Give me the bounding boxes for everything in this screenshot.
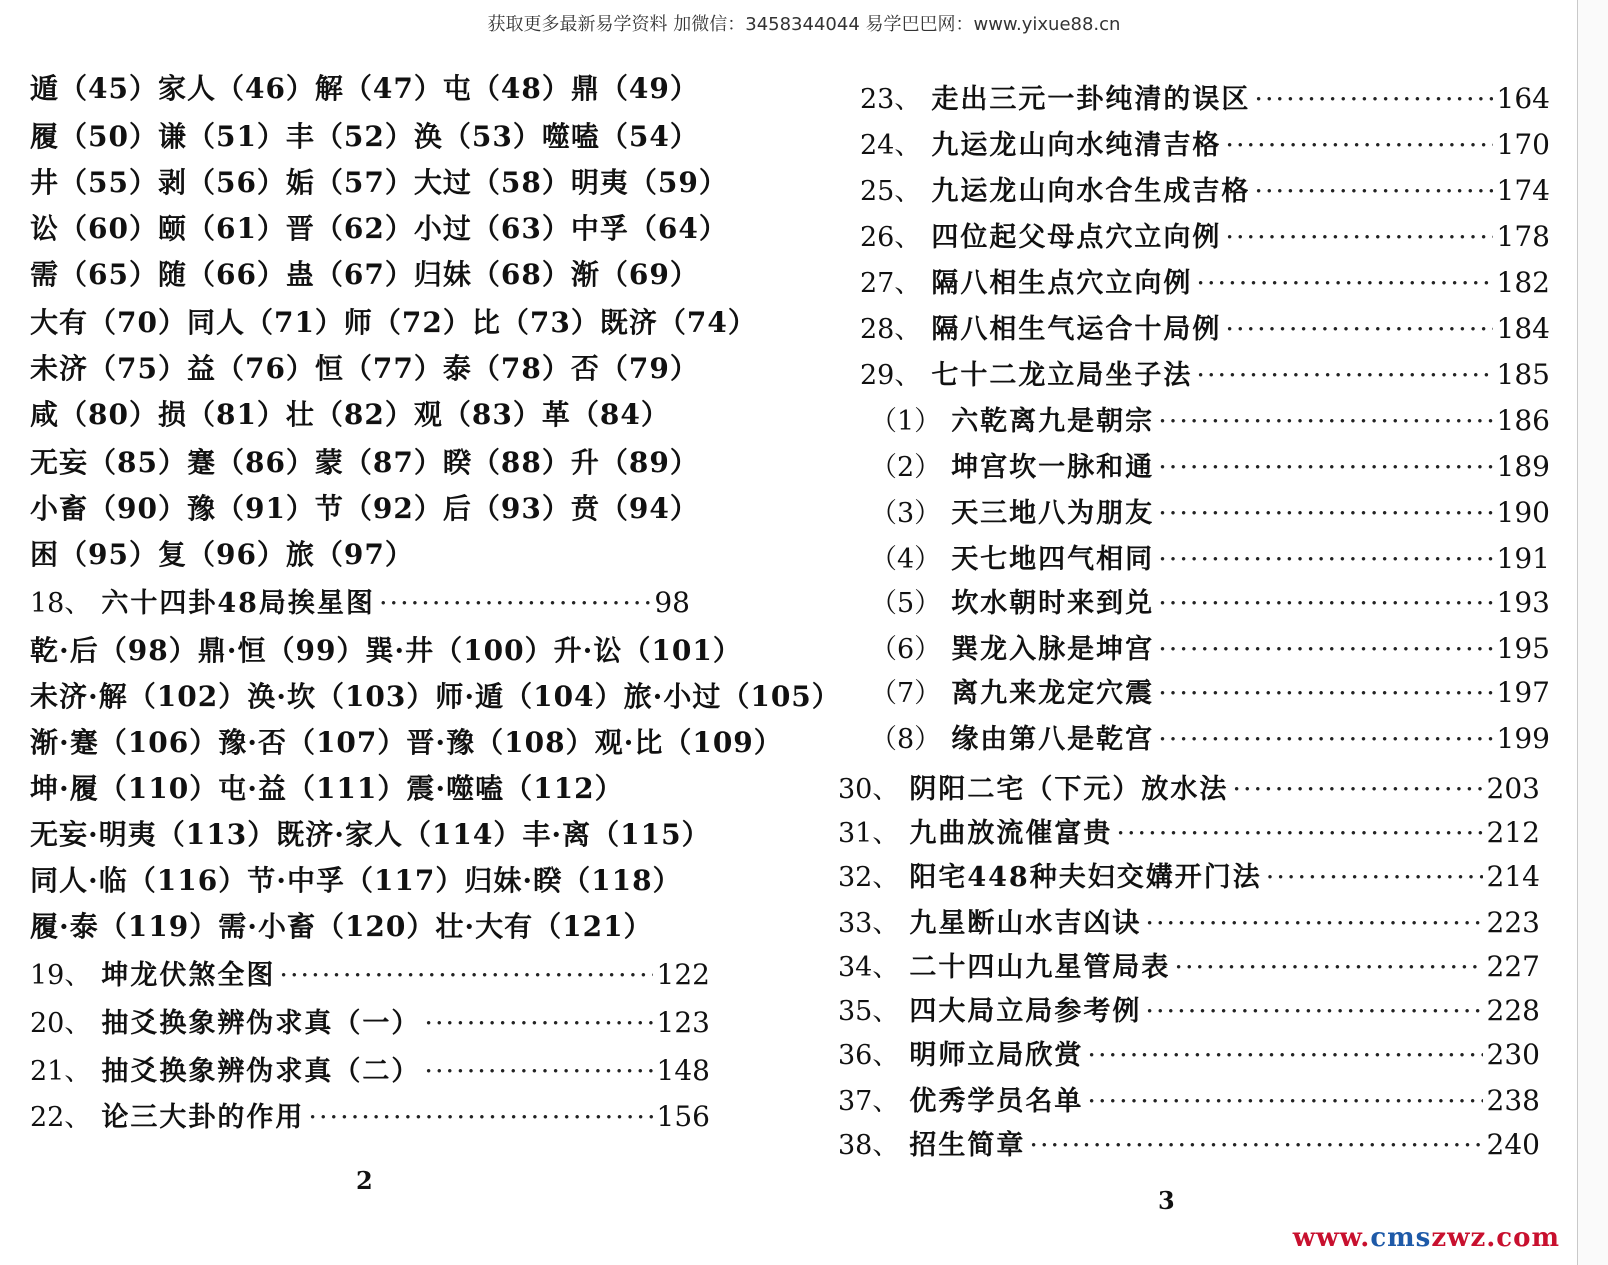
hexagram-line: 遁（45）家人（46）解（47）屯（48）鼎（49） [30,72,699,105]
toc-entry[interactable] [838,1128,1540,1163]
toc-page-number: 193 [1496,586,1550,619]
toc-title: 明师立局欣赏 [909,1040,1084,1071]
hexagram-line: 井（55）剥（56）姤（57）大过（58）明夷（59） [30,166,728,199]
toc-leader-dots [424,1055,652,1089]
toc-subentry[interactable] [870,586,1550,621]
toc-leader-dots [1087,1085,1482,1119]
toc-title: 抽爻换象辨伪求真（二） [101,1056,421,1087]
toc-leader-dots [1158,587,1492,621]
toc-entry[interactable] [30,1054,710,1089]
toc-title: 离九来龙定穴震 [951,678,1155,709]
toc-page-number: 164 [1496,82,1550,115]
toc-entry[interactable] [860,128,1550,163]
toc-subentry[interactable] [870,722,1550,757]
toc-number: 23、 [860,84,922,115]
toc-leader-dots [1225,313,1492,347]
toc-number: 38、 [838,1130,900,1161]
toc-title: 隔八相生气运合十局例 [931,314,1222,345]
toc-page-number: 228 [1486,994,1540,1027]
toc-page-number: 186 [1496,404,1550,437]
toc-page-number: 240 [1486,1128,1540,1161]
hexagram-line: 未济（75）益（76）恒（77）泰（78）否（79） [30,352,699,385]
toc-title: 招生简章 [909,1130,1026,1161]
page-header-banner: 获取更多最新易学资料 加微信：3458344044 易学巴巴网：www.yixue88.cn [487,14,1121,35]
toc-number: 35、 [838,996,900,1027]
page-number-right: 3 [1158,1186,1175,1215]
hexagram-pair-line: 无妄·明夷（113）既济·家人（114）丰·离（115） [30,818,711,851]
toc-page-number: 156 [656,1100,710,1133]
toc-page-number: 122 [656,958,710,991]
toc-page-number: 148 [656,1054,710,1087]
toc-leader-dots [1087,1039,1482,1073]
toc-title: 缘由第八是乾宫 [951,724,1155,755]
toc-entry[interactable] [30,958,710,993]
toc-leader-dots [279,959,652,993]
toc-leader-dots [1225,129,1492,163]
hexagram-line: 无妄（85）蹇（86）蒙（87）睽（88）升（89） [30,446,699,479]
toc-page-number: 174 [1496,174,1550,207]
toc-number: 28、 [860,314,922,345]
toc-number: 27、 [860,268,922,299]
toc-number: （8） [870,724,942,755]
toc-title: 九曲放流催富贵 [909,818,1113,849]
toc-leader-dots [379,587,650,621]
toc-title: 坤龙伏煞全图 [101,960,276,991]
hexagram-line: 困（95）复（96）旅（97） [30,538,414,571]
toc-title: 阴阳二宅（下元）放水法 [909,774,1229,805]
toc-number: （7） [870,678,942,709]
toc-leader-dots [1196,359,1492,393]
toc-page-number: 227 [1486,950,1540,983]
toc-subentry[interactable] [870,404,1550,439]
toc-title: 四大局立局参考例 [909,996,1142,1027]
toc-entry[interactable] [30,1006,710,1041]
toc-page-number: 195 [1496,632,1550,665]
toc-number: 32、 [838,862,900,893]
toc-title: 隔八相生点穴立向例 [931,268,1193,299]
toc-leader-dots [1158,497,1492,531]
toc-title: 九运龙山向水纯清吉格 [931,130,1222,161]
toc-number: （4） [870,544,942,575]
toc-page-number: 223 [1486,906,1540,939]
toc-leader-dots [1254,83,1492,117]
toc-leader-dots [1158,543,1492,577]
toc-subentry[interactable] [870,676,1550,711]
hexagram-line: 小畜（90）豫（91）节（92）后（93）贲（94） [30,492,699,525]
toc-number: 37、 [838,1086,900,1117]
toc-leader-dots [1158,405,1492,439]
toc-title: 天七地四气相同 [951,544,1155,575]
toc-number: （3） [870,498,942,529]
toc-entry[interactable] [838,1038,1540,1073]
toc-number: 25、 [860,176,922,207]
toc-entry[interactable] [838,906,1540,941]
toc-page-number: 123 [656,1006,710,1039]
toc-title: 坎水朝时来到兑 [951,588,1155,619]
toc-number: 29、 [860,360,922,391]
watermark-part: www. [1292,1223,1371,1253]
toc-page-number: 178 [1496,220,1550,253]
hexagram-pair-line: 渐·蹇（106）豫·否（107）晋·豫（108）观·比（109） [30,726,783,759]
site-watermark [1293,1223,1560,1253]
hexagram-pair-line: 乾·后（98）鼎·恒（99）巽·井（100）升·讼（101） [30,634,742,667]
toc-number: 19、 [30,960,92,991]
toc-page-number: 212 [1486,816,1540,849]
toc-entry[interactable] [860,220,1550,255]
toc-leader-dots [1266,861,1483,895]
toc-number: （1） [870,406,942,437]
toc-number: 36、 [838,1040,900,1071]
toc-number: 18、 [30,588,92,619]
toc-title: 九星断山水吉凶诀 [909,908,1142,939]
toc-entry[interactable] [838,816,1540,851]
toc-leader-dots [1145,907,1482,941]
toc-title: 六十四卦48局挨星图 [101,588,375,619]
toc-entry[interactable] [838,994,1540,1029]
toc-number: 30、 [838,774,900,805]
toc-entry[interactable] [838,772,1540,807]
toc-title: 七十二龙立局坐子法 [931,360,1193,391]
toc-title: 九运龙山向水合生成吉格 [931,176,1251,207]
toc-title: 优秀学员名单 [909,1086,1084,1117]
toc-subentry[interactable] [870,542,1550,577]
toc-title: 二十四山九星管局表 [909,952,1171,983]
toc-leader-dots [308,1101,652,1135]
toc-number: （6） [870,634,942,665]
toc-title: 抽爻换象辨伪求真（一） [101,1008,421,1039]
toc-number: 31、 [838,818,900,849]
toc-page-number: 199 [1496,722,1550,755]
toc-title: 论三大卦的作用 [101,1102,305,1133]
toc-number: 26、 [860,222,922,253]
toc-number: 33、 [838,908,900,939]
toc-page-number: 230 [1486,1038,1540,1071]
toc-leader-dots [1158,633,1492,667]
hexagram-line: 讼（60）颐（61）晋（62）小过（63）中孚（64） [30,212,728,245]
toc-leader-dots [1158,677,1492,711]
toc-entry[interactable] [860,312,1550,347]
toc-page-number: 238 [1486,1084,1540,1117]
toc-subentry[interactable] [870,496,1550,531]
toc-leader-dots [1116,817,1482,851]
toc-leader-dots [424,1007,652,1041]
hexagram-line: 大有（70）同人（71）师（72）比（73）既济（74） [30,306,757,339]
toc-page-number: 170 [1496,128,1550,161]
toc-title: 走出三元一卦纯清的误区 [931,84,1251,115]
watermark-part: cms [1370,1223,1432,1253]
toc-leader-dots [1145,995,1482,1029]
scrollbar-track[interactable] [1577,0,1608,1265]
toc-subentry[interactable] [870,450,1550,485]
toc-leader-dots [1174,951,1482,985]
toc-title: 坤宫坎一脉和通 [951,452,1155,483]
toc-page-number: 185 [1496,358,1550,391]
toc-page-number: 191 [1496,542,1550,575]
toc-number: 20、 [30,1008,92,1039]
hexagram-line: 履（50）谦（51）丰（52）涣（53）噬嗑（54） [30,120,699,153]
toc-entry[interactable] [860,174,1550,209]
toc-page-number: 98 [654,586,690,619]
toc-title: 天三地八为朋友 [951,498,1155,529]
toc-leader-dots [1232,773,1482,807]
hexagram-pair-line: 同人·临（116）节·中孚（117）归妹·睽（118） [30,864,682,897]
hexagram-pair-line: 坤·履（110）屯·益（111）震·噬嗑（112） [30,772,624,805]
toc-leader-dots [1254,175,1492,209]
hexagram-line: 需（65）随（66）蛊（67）归妹（68）渐（69） [30,258,699,291]
toc-entry[interactable] [860,358,1550,393]
toc-title: 阳宅448种夫妇交媾开门法 [909,862,1262,893]
toc-number: 34、 [838,952,900,983]
toc-entry[interactable] [838,1084,1540,1119]
toc-subentry[interactable] [870,632,1550,667]
toc-entry[interactable] [860,82,1550,117]
toc-number: 21、 [30,1056,92,1087]
toc-leader-dots [1196,267,1492,301]
page-number-left: 2 [356,1166,373,1195]
toc-entry[interactable] [838,860,1540,895]
toc-entry[interactable] [30,1100,710,1135]
toc-title: 六乾离九是朝宗 [951,406,1155,437]
hexagram-pair-line: 未济·解（102）涣·坎（103）师·遁（104）旅·小过（105） [30,680,841,713]
hexagram-pair-line: 履·泰（119）需·小畜（120）壮·大有（121） [30,910,653,943]
toc-number: （5） [870,588,942,619]
toc-title: 巽龙入脉是坤宫 [951,634,1155,665]
watermark-part: .com [1486,1223,1560,1253]
toc-leader-dots [1158,723,1492,757]
toc-page-number: 190 [1496,496,1550,529]
hexagram-line: 咸（80）损（81）壮（82）观（83）革（84） [30,398,670,431]
toc-page-number: 197 [1496,676,1550,709]
toc-leader-dots [1029,1129,1482,1163]
toc-page-number: 189 [1496,450,1550,483]
toc-page-number: 203 [1486,772,1540,805]
toc-number: 24、 [860,130,922,161]
toc-entry[interactable] [838,950,1540,985]
toc-number: 22、 [30,1102,92,1133]
toc-page-number: 184 [1496,312,1550,345]
toc-leader-dots [1158,451,1492,485]
toc-leader-dots [1225,221,1492,255]
toc-title: 四位起父母点穴立向例 [931,222,1222,253]
watermark-part: zwz [1431,1223,1487,1253]
toc-page-number: 214 [1486,860,1540,893]
toc-page-number: 182 [1496,266,1550,299]
toc-entry[interactable] [30,586,690,621]
toc-number: （2） [870,452,942,483]
toc-entry[interactable] [860,266,1550,301]
